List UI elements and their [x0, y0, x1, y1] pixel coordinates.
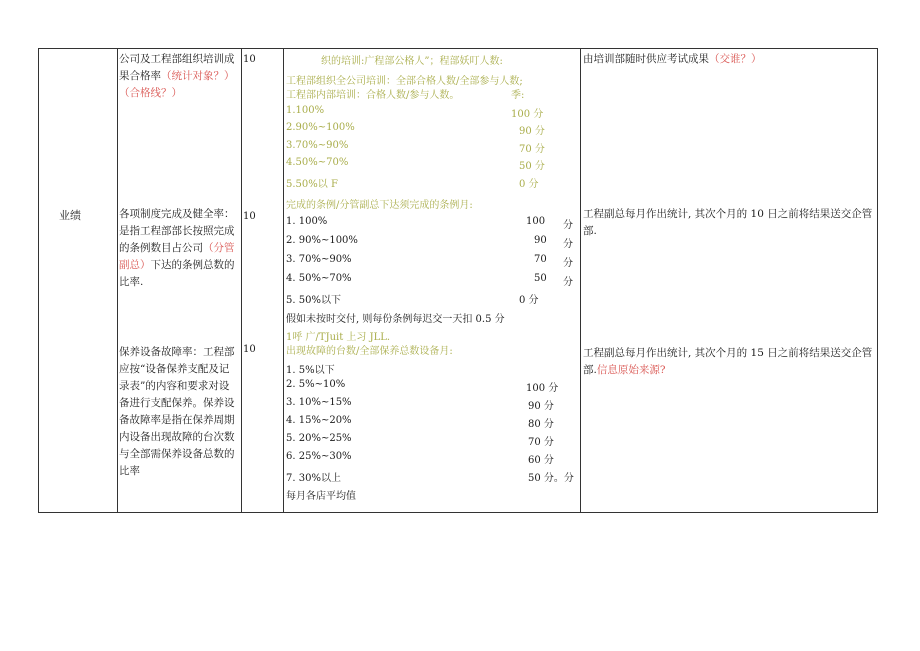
score-value: 70 分	[519, 144, 545, 155]
criteria-heading: 1呼 广/TJuit 上习 JLL.	[286, 332, 391, 343]
score-unit: 分	[563, 220, 573, 231]
score-label: 1. 5%以下	[286, 365, 335, 376]
score-label: 6. 25%~30%	[286, 451, 352, 462]
score-label: 5.50%以 F	[286, 179, 338, 190]
score-value: 100 分	[526, 383, 559, 394]
column-divider	[117, 49, 118, 512]
weight-value: 10	[243, 344, 256, 355]
score-unit: 分	[563, 258, 573, 269]
item-description-equipment: 保养设备故障率：工程部应按“设备保养支配及记录表”的内容和要求对设备进行支配保养。保养设备故障率是指在保养周期内设备出现故障的台次数与全部需保养设备总数的比率	[119, 346, 235, 477]
criteria-note: 假如未按时交付, 则每份条例每迟交一天扣 0.5 分	[286, 314, 505, 325]
score-value: 70	[534, 254, 547, 265]
data-source-regulations: 工程副总每月作出统计, 其次个月的 10 日之前将结果送交企管部.	[583, 208, 873, 237]
data-source-training: 由培训部随时供应考试成果（交谁？）	[583, 53, 762, 65]
column-divider	[580, 49, 581, 512]
criteria-heading: 完成的条例/分管副总下达须完成的条例月:	[286, 200, 473, 211]
score-label: 3.70%~90%	[286, 140, 349, 151]
score-value: 100	[526, 216, 546, 227]
score-label: 4. 50%~70%	[286, 273, 352, 284]
criteria-heading: 织的培训:广程部公格人”；程部妖叮人数:	[321, 56, 503, 67]
score-label: 4.50%~70%	[286, 157, 349, 168]
score-value: 90 分	[528, 401, 554, 412]
item-note: （合格线？）	[119, 87, 182, 99]
weight-value: 10	[243, 54, 256, 65]
column-divider	[283, 49, 284, 512]
item-note: （统计对象？）	[161, 70, 235, 82]
score-label: 7. 30%以上	[286, 473, 341, 484]
score-value: 80 分	[528, 419, 554, 430]
kpi-table	[38, 48, 878, 513]
score-value: 50 分	[519, 161, 545, 172]
score-label: 2.90%~100%	[286, 122, 355, 133]
category-label: 业绩	[59, 209, 81, 222]
criteria-tail: 季:	[511, 90, 525, 101]
criteria-line: 工程部内部培训：合格人数/参与人数。	[286, 90, 460, 101]
score-value: 100 分	[511, 109, 544, 120]
criteria-note: 每月各店平均值	[286, 491, 356, 502]
score-label: 1.100%	[286, 105, 325, 116]
score-value: 50 分。分	[528, 473, 574, 484]
score-label: 3. 10%~15%	[286, 397, 352, 408]
column-divider	[241, 49, 242, 512]
score-unit: 分	[563, 277, 573, 288]
score-label: 4. 15%~20%	[286, 415, 352, 426]
score-value: 70 分	[528, 437, 554, 448]
source-note: （交谁？）	[709, 53, 762, 65]
weight-value: 10	[243, 211, 256, 222]
score-label: 2. 90%~100%	[286, 235, 358, 246]
score-value: 0 分	[519, 179, 539, 190]
item-description-training: 公司及工程部组织培训成果合格率（统计对象？） （合格线？）	[119, 53, 235, 99]
item-description-regulations: 各项制度完成及健全率：是指工程部部长按照完成的条例数目占公司（分管副总）下达的条例总数的比率.	[119, 208, 235, 288]
score-value: 0 分	[519, 295, 539, 306]
score-unit: 分	[563, 239, 573, 250]
score-value: 60 分	[528, 455, 554, 466]
data-source-equipment: 工程副总每月作出统计, 其次个月的 15 日之前将结果送交企管部.信息原始来源?	[583, 347, 873, 376]
item-note: （分管副总）	[119, 242, 235, 271]
score-label: 2. 5%~10%	[286, 379, 346, 390]
score-label: 5. 50%以下	[286, 295, 341, 306]
score-label: 5. 20%~25%	[286, 433, 352, 444]
score-value: 90	[534, 235, 547, 246]
score-value: 90 分	[519, 126, 545, 137]
score-label: 3. 70%~90%	[286, 254, 352, 265]
criteria-line: 工程部组织全公司培训：全部合格人数/全部参与人数;	[286, 76, 523, 87]
score-label: 1. 100%	[286, 216, 328, 227]
criteria-heading: 出现故障的台数/全部保养总数设备月:	[286, 346, 453, 357]
source-note: 信息原始来源?	[596, 364, 666, 376]
score-value: 50	[534, 273, 547, 284]
